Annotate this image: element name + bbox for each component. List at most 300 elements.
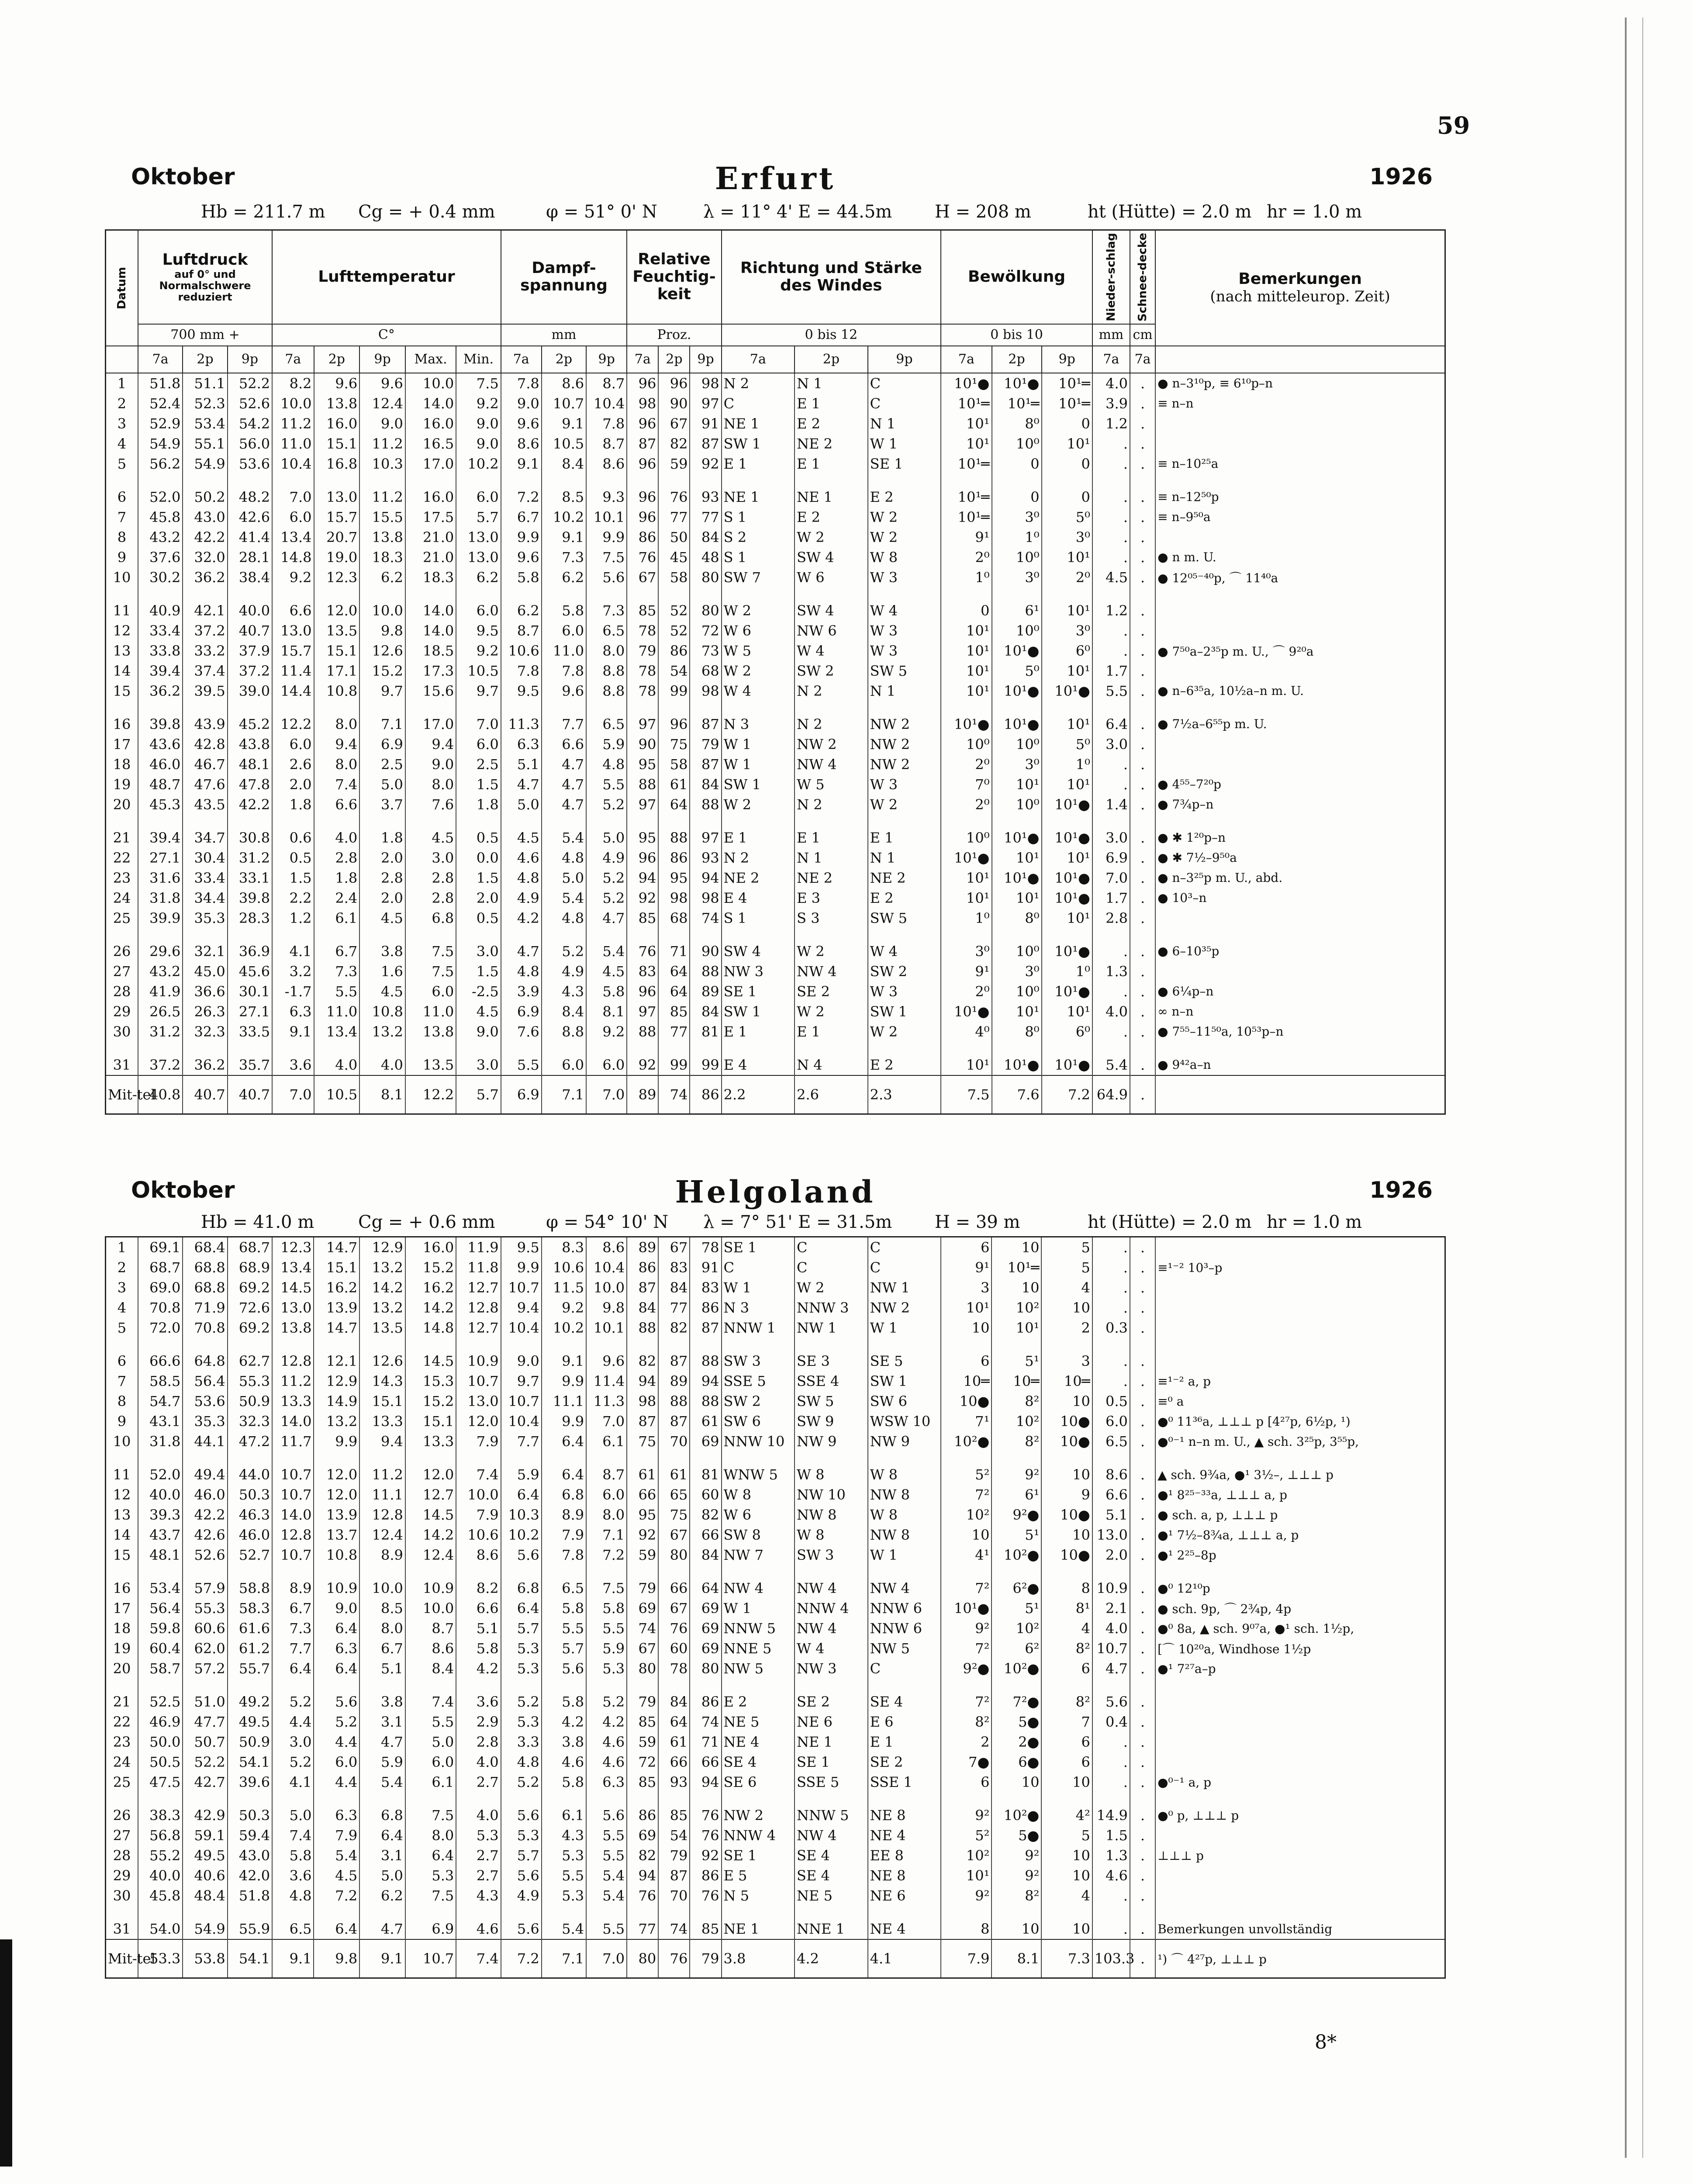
table-cell: ● ✱ 1²⁰p–n: [1155, 815, 1445, 848]
table-cell: 9.1: [501, 454, 542, 474]
table-cell: 50.9: [228, 1391, 272, 1411]
table-cell: 8²: [992, 1431, 1041, 1451]
table-cell: NNW 1: [722, 1318, 795, 1338]
page-binding-edge: [1625, 17, 1627, 2158]
table-cell: 5.6: [501, 1545, 542, 1565]
table-cell: 97: [690, 394, 721, 414]
table-cell: 59.8: [138, 1618, 183, 1638]
table-cell: 6.0: [586, 1042, 627, 1075]
table-cell: SSE 1: [868, 1772, 941, 1792]
table-cell: 6.3: [586, 1772, 627, 1792]
table-row: [106, 1451, 1445, 1485]
table-cell: 10¹: [1042, 908, 1092, 928]
table-cell: 8.6: [542, 373, 586, 394]
unit-schneedecke: cm: [1130, 324, 1155, 346]
row-label: 11: [106, 587, 138, 621]
table-cell: 14.0: [272, 1411, 314, 1431]
table-cell: 10¹●: [941, 701, 992, 734]
constant-h: H = 39 m: [935, 1212, 1020, 1232]
table-cell: 10⁰: [992, 434, 1042, 454]
table-cell: ▲ sch. 9¾a, ●¹ 3½–, ⊥⊥⊥ p: [1155, 1451, 1445, 1485]
table-row: [106, 507, 1445, 527]
table-cell: 85: [658, 1002, 690, 1022]
table-row: [106, 434, 1445, 454]
table-row: [106, 1712, 1445, 1732]
column-bewoelkung: Bewölkung: [941, 230, 1092, 324]
table-row: [106, 1002, 1445, 1022]
table-cell: C: [795, 1258, 868, 1278]
table-cell: 91: [690, 1258, 721, 1278]
table-cell: 93: [690, 474, 721, 507]
table-cell: ● 6¼p–n: [1155, 981, 1445, 1002]
table-cell: 96: [658, 373, 690, 394]
table-cell: 0.3: [1092, 1318, 1130, 1338]
table-cell: 10.1: [586, 1318, 627, 1338]
table-cell: 14.8: [272, 547, 314, 567]
table-cell: 84: [627, 1298, 658, 1318]
table-cell: NE 1: [722, 474, 795, 507]
table-cell: 64: [658, 1712, 690, 1732]
table-cell: 6.2: [501, 587, 542, 621]
table-cell: .: [1130, 1886, 1155, 1906]
table-cell: .: [1130, 848, 1155, 868]
table-cell: 6.8: [501, 1565, 542, 1598]
table-cell: E 2: [795, 414, 868, 434]
table-cell: NW 1: [795, 1318, 868, 1338]
table-cell: 3⁰: [1042, 527, 1092, 547]
table-cell: 8.7: [586, 373, 627, 394]
table-cell: 10: [1041, 1391, 1092, 1411]
table-cell: .: [1130, 1732, 1155, 1752]
table-cell: 78: [627, 681, 658, 701]
table-cell: NNE 1: [795, 1906, 868, 1939]
table-cell: 16.0: [405, 1237, 456, 1258]
table-cell: 9²: [941, 1792, 992, 1825]
table-cell: 5.9: [359, 1752, 405, 1772]
table-cell: 13.7: [314, 1525, 359, 1545]
table-row: [106, 1485, 1445, 1505]
table-cell: .: [1092, 1278, 1130, 1298]
table-cell: 94: [690, 1371, 721, 1391]
table-cell: 40.0: [138, 1866, 183, 1886]
table-cell: .: [1130, 373, 1155, 394]
table-cell: 51.8: [228, 1886, 272, 1906]
table-cell: E 4: [722, 1042, 795, 1075]
table-cell: 3.8: [359, 1679, 405, 1712]
table-row: [106, 587, 1445, 621]
table-cell: 9.0: [405, 754, 456, 774]
table-cell: NNW 3: [795, 1298, 868, 1318]
table-cell: 11.2: [272, 414, 314, 434]
row-label: 10: [106, 567, 138, 587]
table-cell: 80: [690, 567, 721, 587]
table-cell: .: [1130, 795, 1155, 815]
table-cell: 51.0: [183, 1679, 227, 1712]
table-cell: 85: [627, 908, 658, 928]
table-cell: 46.7: [183, 754, 227, 774]
table-cell: 5.5: [586, 774, 627, 795]
table-cell: .: [1092, 928, 1130, 961]
table-cell: 96: [627, 414, 658, 434]
table-cell: 6.0: [542, 621, 586, 641]
table-cell: 8.0: [405, 774, 456, 795]
table-cell: 82: [627, 1845, 658, 1866]
table-cell: 67: [627, 1638, 658, 1659]
table-cell: NNW 4: [722, 1825, 795, 1845]
table-cell: 6.9: [405, 1906, 456, 1939]
table-cell: 10¹●: [992, 701, 1042, 734]
table-row: [106, 928, 1445, 961]
table-cell: 57.2: [183, 1659, 227, 1679]
table-cell: 53.4: [138, 1565, 183, 1598]
table-cell: 6⁰: [1042, 641, 1092, 661]
table-cell: 62.0: [183, 1638, 227, 1659]
table-cell: 70.8: [138, 1298, 183, 1318]
table-cell: .: [1130, 394, 1155, 414]
table-cell: 5: [1041, 1825, 1092, 1845]
table-cell: .: [1130, 734, 1155, 754]
column-feuchtigkeit: Relative Feuchtig-keit: [627, 230, 721, 324]
table-cell: 52: [658, 587, 690, 621]
table-cell: 5.7: [456, 507, 501, 527]
table-cell: 6.3: [314, 1638, 359, 1659]
table-cell: 11.3: [586, 1391, 627, 1411]
table-cell: .: [1130, 1825, 1155, 1845]
table-cell: 10.7: [542, 394, 586, 414]
table-cell: 58: [658, 567, 690, 587]
table-cell: 7.3: [314, 961, 360, 981]
table-cell: W 3: [868, 641, 941, 661]
table-cell: 79: [627, 1565, 658, 1598]
table-cell: ● 7⁵⁰a–2³⁵p m. U., ⌒ 9²⁰a: [1155, 641, 1445, 661]
table-cell: 71: [690, 1732, 721, 1752]
table-cell: C: [868, 1659, 941, 1679]
table-cell: SE 1: [868, 454, 941, 474]
table-cell: 16.0: [405, 414, 456, 434]
table-cell: 78: [658, 1659, 690, 1679]
table-cell: 52.4: [138, 394, 183, 414]
table-cell: 0.0: [456, 848, 501, 868]
table-cell: 4.4: [272, 1712, 314, 1732]
table-cell: .: [1130, 547, 1155, 567]
table-cell: 15.1: [405, 1411, 456, 1431]
table-cell: 5.6: [586, 1792, 627, 1825]
table-cell: 5²: [941, 1451, 992, 1485]
table-cell: 11.1: [542, 1391, 586, 1411]
table-cell: ● n–6³⁵a, 10½a–n m. U.: [1155, 681, 1445, 701]
table-cell: 10.7: [272, 1545, 314, 1565]
table-cell: 95: [658, 868, 690, 888]
table-cell: 8.2: [456, 1565, 501, 1598]
table-cell: 5.5: [542, 1618, 586, 1638]
table-cell: 54.2: [228, 414, 272, 434]
table-cell: 14.9: [314, 1391, 359, 1411]
table-cell: 98: [627, 394, 658, 414]
table-cell: .: [1130, 815, 1155, 848]
table-cell: NW 4: [795, 1618, 868, 1638]
table-cell: ● n–3¹⁰p, ≡ 6¹⁰p–n: [1155, 373, 1445, 394]
table-cell: NW 4: [795, 754, 868, 774]
table-cell: 10¹: [1042, 661, 1092, 681]
table-cell: .: [1130, 1338, 1155, 1371]
row-label: 31: [106, 1906, 138, 1939]
table-cell: ●⁰⁻¹ a, p: [1155, 1772, 1445, 1792]
table-cell: 56.2: [138, 454, 183, 474]
table-cell: 0.5: [456, 815, 501, 848]
table-cell: 5●: [992, 1712, 1041, 1732]
table-cell: 9.0: [314, 1598, 359, 1618]
column-niederschlag: Nieder-schlag: [1092, 230, 1130, 324]
table-cell: 88: [690, 1391, 721, 1411]
table-cell: 15.3: [405, 1371, 456, 1391]
table-cell: 5.2: [586, 795, 627, 815]
table-cell: E 3: [795, 888, 868, 908]
row-label: 30: [106, 1022, 138, 1042]
table-cell: 5¹: [992, 1338, 1041, 1371]
table-cell: 13.9: [314, 1505, 359, 1525]
table-cell: 10.7: [456, 1371, 501, 1391]
table-cell: 33.4: [183, 868, 227, 888]
table-cell: 98: [690, 373, 721, 394]
table-cell: 9²: [992, 1845, 1041, 1866]
table-cell: 13.9: [314, 1298, 359, 1318]
table-cell: 2.3: [868, 1075, 941, 1114]
table-cell: 7.8: [542, 1545, 586, 1565]
table-cell: 5⁰: [992, 661, 1042, 681]
table-cell: W 8: [722, 1485, 795, 1505]
table-cell: 10²: [992, 1298, 1041, 1318]
table-cell: 12.9: [359, 1237, 405, 1258]
table-cell: 96: [627, 373, 658, 394]
table-cell: 58.5: [138, 1371, 183, 1391]
table-cell: NE 5: [722, 1712, 795, 1732]
table-cell: 42.0: [228, 1866, 272, 1886]
table-cell: 28.1: [228, 547, 272, 567]
table-row: [106, 1906, 1445, 1939]
table-cell: 2.0: [272, 774, 314, 795]
table-cell: E 1: [795, 815, 868, 848]
table-cell: 9.7: [456, 681, 501, 701]
table-cell: 59: [627, 1732, 658, 1752]
table-cell: 15.1: [359, 1391, 405, 1411]
table-cell: 10¹═: [941, 394, 992, 414]
table-cell: NW 5: [868, 1638, 941, 1659]
table-cell: 1.5: [1092, 1825, 1130, 1845]
table-cell: 12.4: [359, 1525, 405, 1545]
table-cell: Bemerkungen unvollständig: [1155, 1906, 1445, 1939]
table-cell: 54.9: [183, 1906, 227, 1939]
table-cell: 8.6: [586, 1237, 627, 1258]
table-cell: 6.1: [542, 1792, 586, 1825]
table-cell: .: [1130, 1792, 1155, 1825]
table-cell: 6.4: [314, 1618, 359, 1638]
row-label: 3: [106, 414, 138, 434]
table-cell: 10: [1041, 1906, 1092, 1939]
table-cell: 7.5: [405, 928, 456, 961]
table-cell: .: [1092, 1752, 1130, 1772]
table-cell: 27.1: [138, 848, 183, 868]
table-cell: 61.2: [228, 1638, 272, 1659]
table-cell: 1.5: [456, 961, 501, 981]
table-cell: 42.8: [183, 734, 227, 754]
table-cell: 7.6: [405, 795, 456, 815]
table-cell: 75: [658, 734, 690, 754]
table-cell: 5.7: [501, 1845, 542, 1866]
table-cell: 84: [658, 1278, 690, 1298]
table-cell: 16.0: [314, 414, 360, 434]
table-cell: .: [1130, 1638, 1155, 1659]
table-cell: 80: [627, 1659, 658, 1679]
table-cell: [1155, 587, 1445, 621]
table-cell: .: [1130, 1598, 1155, 1618]
table-cell: E 2: [868, 888, 941, 908]
table-cell: 21.0: [405, 547, 456, 567]
table-cell: 38.4: [228, 567, 272, 587]
table-cell: 93: [658, 1772, 690, 1792]
table-cell: 85: [690, 1906, 721, 1939]
table-cell: W 1: [722, 734, 795, 754]
table-cell: 10¹: [1042, 434, 1092, 454]
table-cell: 1.5: [456, 774, 501, 795]
table-cell: 9.1: [542, 1338, 586, 1371]
table-cell: S 3: [795, 908, 868, 928]
table-cell: 67: [627, 567, 658, 587]
table-cell: ● ✱ 7½–9⁵⁰a: [1155, 848, 1445, 868]
table-cell: .: [1092, 754, 1130, 774]
table-cell: 15.2: [405, 1258, 456, 1278]
table-cell: 36.6: [183, 981, 227, 1002]
table-cell: 69.1: [138, 1237, 183, 1258]
table-cell: 5.6: [501, 1792, 542, 1825]
table-cell: .: [1092, 1237, 1130, 1258]
table-cell: 4.5: [586, 961, 627, 981]
table-cell: 10.1: [586, 507, 627, 527]
table-cell: 50.7: [183, 1732, 227, 1752]
table-row: [106, 1792, 1445, 1825]
table-cell: 26.3: [183, 1002, 227, 1022]
scan-edge-mark: [0, 1939, 12, 2167]
table-cell: 5.4: [1092, 1042, 1130, 1075]
table-cell: 43.7: [138, 1525, 183, 1545]
table-cell: W 3: [868, 981, 941, 1002]
table-cell: 76: [690, 1886, 721, 1906]
table-cell: [1155, 1298, 1445, 1318]
table-cell: .: [1130, 587, 1155, 621]
table-cell: N 2: [722, 373, 795, 394]
table-cell: 53.8: [183, 1939, 227, 1978]
table-cell: W 8: [868, 1505, 941, 1525]
table-cell: 6.2: [359, 1886, 405, 1906]
table-cell: .: [1130, 888, 1155, 908]
table-cell: 10¹═: [1042, 373, 1092, 394]
table-cell: 5.3: [501, 1659, 542, 1679]
table-cell: 2.4: [314, 888, 360, 908]
table-cell: 88: [690, 1338, 721, 1371]
table-cell: 0: [941, 587, 992, 621]
table-cell: 2.8: [314, 848, 360, 868]
table-cell: 7.4: [314, 774, 360, 795]
table-cell: 36.2: [138, 681, 183, 701]
table-cell: [1155, 1712, 1445, 1732]
table-cell: 12.3: [314, 567, 360, 587]
table-cell: 4.8: [272, 1886, 314, 1906]
table-cell: ● 6–10³⁵p: [1155, 928, 1445, 961]
table-cell: 39.3: [138, 1505, 183, 1525]
table-cell: 4.7: [542, 774, 586, 795]
table-cell: 10.0: [405, 373, 456, 394]
table-cell: 26.5: [138, 1002, 183, 1022]
table-cell: W 2: [795, 928, 868, 961]
table-cell: SW 1: [868, 1002, 941, 1022]
table-cell: 66: [658, 1752, 690, 1772]
table-cell: NE 1: [795, 474, 868, 507]
table-cell: 12.1: [314, 1338, 359, 1371]
table-cell: 10¹═: [1042, 394, 1092, 414]
table-cell: W 2: [795, 527, 868, 547]
table-cell: 8.5: [359, 1598, 405, 1618]
table-cell: 5.7: [542, 1638, 586, 1659]
table-cell: 5.9: [586, 1638, 627, 1659]
table-cell: 7.6: [501, 1022, 542, 1042]
table-cell: 13.0: [1092, 1525, 1130, 1545]
table-cell: 9²: [941, 1618, 992, 1638]
table-cell: 15.7: [314, 507, 360, 527]
table-cell: 12.2: [405, 1075, 456, 1114]
helgoland-header: [105, 1174, 1446, 1212]
table-cell: 14.4: [272, 681, 314, 701]
table-cell: 33.2: [183, 641, 227, 661]
table-cell: 4.1: [272, 1772, 314, 1792]
unit-dampfspannung: mm: [501, 324, 627, 346]
table-cell: 7.6: [992, 1075, 1042, 1114]
table-cell: 74: [658, 1906, 690, 1939]
table-cell: [1155, 1825, 1445, 1845]
table-cell: 3.1: [359, 1712, 405, 1732]
table-cell: 98: [658, 888, 690, 908]
table-cell: SE 4: [722, 1752, 795, 1772]
table-cell: 32.3: [228, 1411, 272, 1431]
table-cell: 9.2: [586, 1022, 627, 1042]
table-cell: .: [1092, 1022, 1130, 1042]
table-cell: 7.0: [272, 474, 314, 507]
table-cell: 8: [1041, 1565, 1092, 1598]
table-cell: 6.9: [359, 734, 405, 754]
table-cell: 10¹: [992, 774, 1042, 795]
table-cell: 45.8: [138, 1886, 183, 1906]
table-cell: 10¹●: [992, 815, 1042, 848]
table-cell: WNW 5: [722, 1451, 795, 1485]
table-cell: 77: [690, 507, 721, 527]
table-cell: 4.7: [586, 908, 627, 928]
table-cell: 9.9: [586, 527, 627, 547]
table-cell: 68.9: [228, 1258, 272, 1278]
table-cell: 61: [690, 1411, 721, 1431]
table-cell: 0: [992, 474, 1042, 507]
table-cell: 37.9: [228, 641, 272, 661]
table-cell: 13.3: [405, 1431, 456, 1451]
table-cell: 1.5: [272, 868, 314, 888]
table-cell: 5.0: [501, 795, 542, 815]
table-cell: 1.2: [1092, 587, 1130, 621]
table-cell: 40.9: [138, 587, 183, 621]
table-cell: 6²: [992, 1638, 1041, 1659]
table-cell: 5.5: [586, 1906, 627, 1939]
table-cell: 5.3: [501, 1712, 542, 1732]
table-cell: NW 2: [868, 1298, 941, 1318]
table-cell: W 2: [795, 1002, 868, 1022]
constant-phi: φ = 54° 10' N: [546, 1212, 669, 1232]
table-cell: 8.7: [586, 1451, 627, 1485]
